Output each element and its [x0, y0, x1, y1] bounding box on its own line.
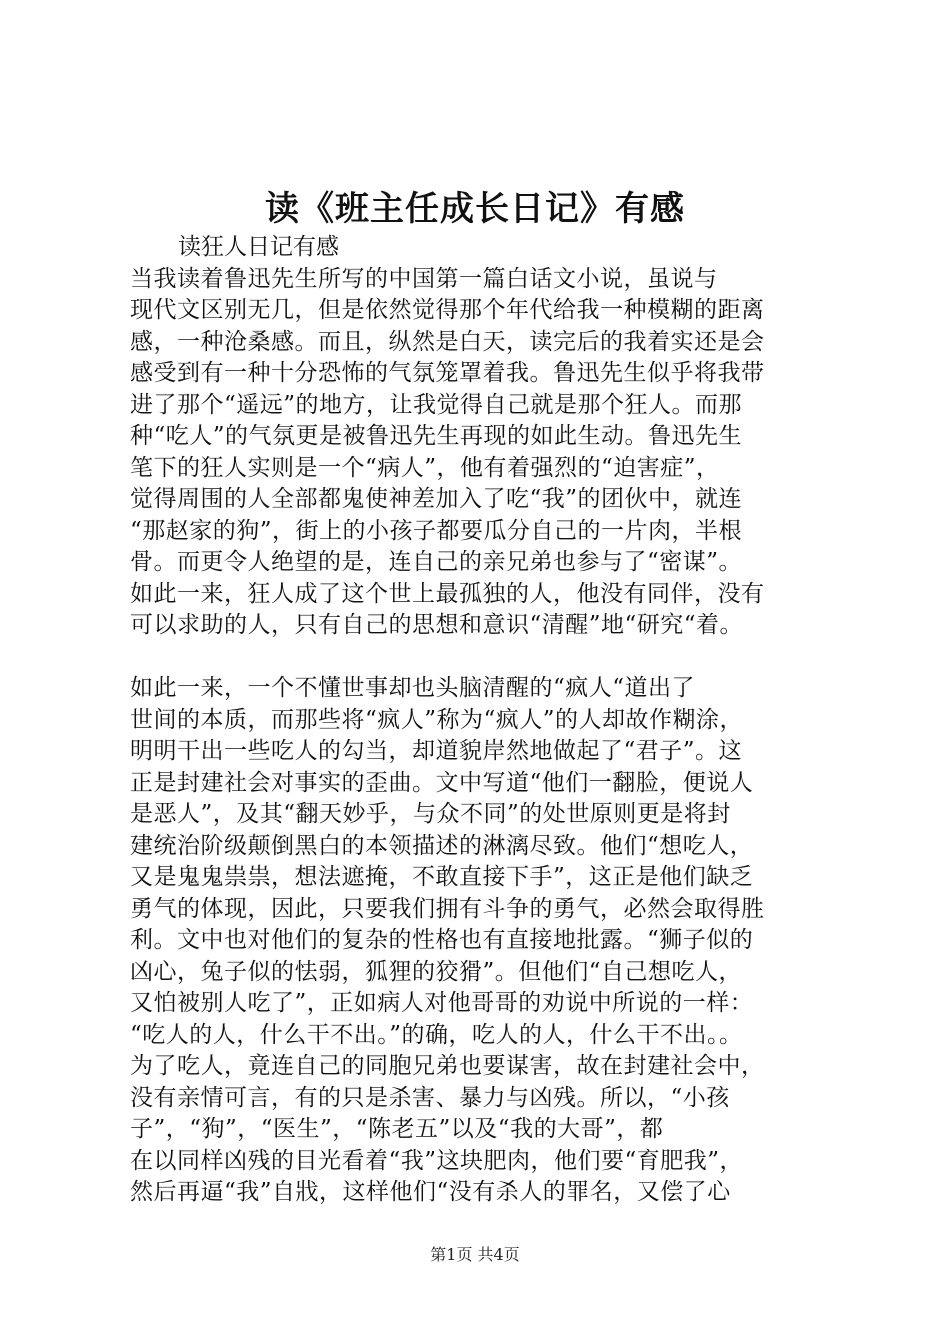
document-title: 读《班主任成长日记》有感 — [265, 189, 685, 229]
document-body — [130, 232, 850, 1209]
page-number-footer: 第1页 共4页 — [430, 1245, 520, 1264]
paragraph-1: 当我读着鲁迅先生所写的中国第一篇白话文小说，虽说与 现代文区别无几，但是依然觉得那个年代给我一种模糊的距离 感，一种沧桑感。而且，纵然是白天，读完后的我着实还是会 感受到有一种十分恐怖的气氛笼罩着我。鲁迅先生似乎将我带 进了那个“遥远”的地方，让我觉得自己就是那个狂人。而那 种“吃人”的气氛更是被鲁迅先生再现的如此生动。鲁迅先生 笔下的狂人实则是一个“病人”，他有着强烈的“迫害症”， 觉得周围的人全部都鬼使神差加入了吃“我”的团伙中，就连 “那赵家的狗”，街上的小孩子都要瓜分自己的一片肉，半根 骨。而更令人绝望的是，连自己的亲兄弟也参与了“密谋”。 如此一来，狂人成了这个世上最孤独的人，他没有同伴，没有 可以求助的人，只有自己的思想和意识“清醒”地“研究“着。 — [130, 265, 765, 638]
essay-subtitle: 读狂人日记有感 — [178, 234, 339, 260]
paragraph-spacer — [130, 642, 850, 674]
paragraph-2: 如此一来，一个不懂世事却也头脑清醒的“疯人“道出了 世间的本质，而那些将“疯人”称为“疯人”的人却故作糊涂， 明明干出一些吃人的勾当，却道貌岸然地做起了“君子”。这 正是封建社会对事实的歪曲。文中写道“他们一翻脸，便说人 是恶人”，及其“翻天妙乎，与众不同”的处世原则更是将封 建统治阶级颠倒黑白的本领描述的淋漓尽致。他们“想吃人， 又是鬼鬼祟祟，想法遮掩，不敢直接下手”，这正是他们缺乏 勇气的体现，因此，只要我们拥有斗争的勇气，必然会取得胜 利。文中也对他们的复杂的性格也有直接地批露。“狮子似的 凶心，兔子似的怯弱，狐狸的狡猾”。但他们“自己想吃人， 又怕被别人吃了”，正如病人对他哥哥的劝说中所说的一样： “吃人的人，什么干不出。”的确，吃人的人，什么干不出。。 为了吃人，竟连自己的同胞兄弟也要谋害，故在封建社会中， 没有亲情可言，有的只是杀害、暴力与凶残。所以，“小孩 子”，“狗”，“医生”，“陈老五”以及“我的大哥”，都 在以同样凶残的目光看着“我”这块肥肉，他们要“育肥我”， 然后再逼“我”自戕，这样他们“没有杀人的罪名，又偿了心 — [130, 675, 765, 1205]
